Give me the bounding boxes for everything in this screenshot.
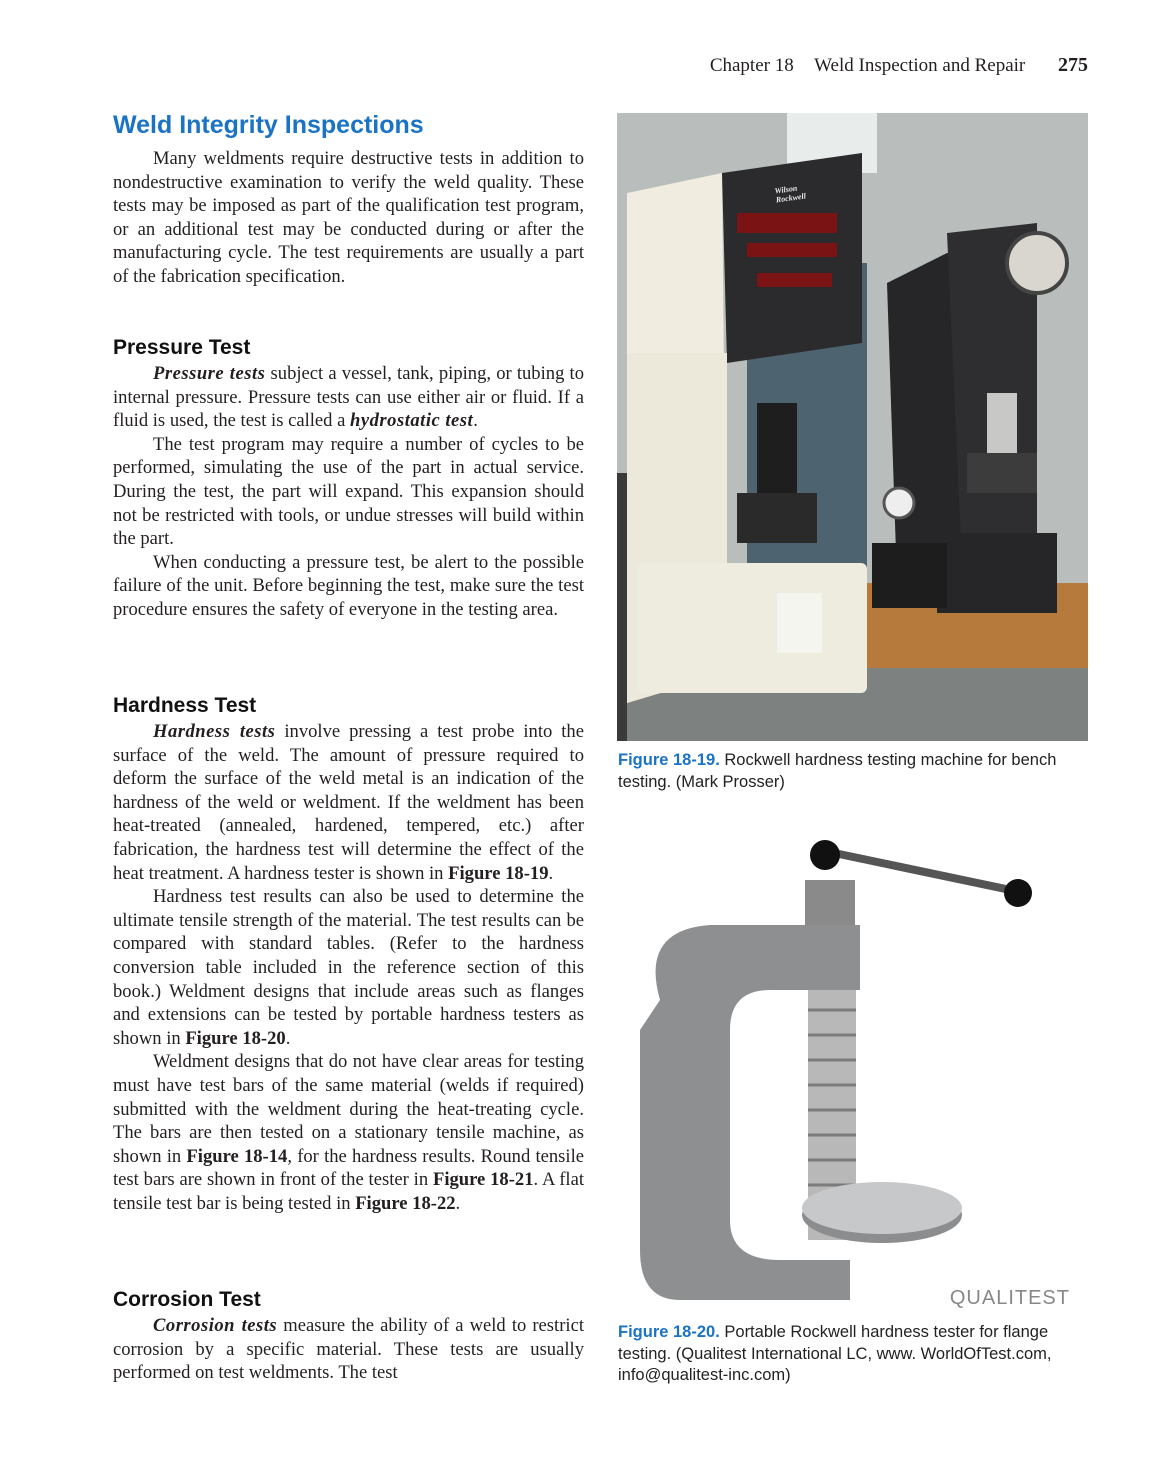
key-term: hydrostatic test	[350, 410, 474, 432]
figure-reference: Figure 18-19	[448, 862, 549, 884]
caption-text: Portable Rockwell hardness tester for flange testing. (Qualitest International LC, www. WorldOfTest.com, info@qualitest-inc.com)	[618, 1323, 1052, 1384]
text-run: .	[548, 862, 554, 884]
figure-reference: Figure 18-22	[355, 1192, 456, 1214]
paragraph	[113, 433, 584, 551]
text-run: .	[455, 1192, 461, 1214]
section-pressure-test	[113, 335, 584, 622]
key-term: Corrosion tests	[153, 1315, 278, 1336]
text-run: involve pressing a test probe into the surface of the weld. The amount of pressure required to deform the surface of the weld metal is an indication of the hardness of the weld or weldment. If the weldment has been heat-treated (annealed, hardened, tempered, etc.) after fabrication, the hardness test will determine the effect of the heat treatment. A hardness tester is shown in	[113, 721, 584, 884]
chapter-title: Weld Inspection and Repair	[814, 55, 1026, 76]
text-run: measure the ability of a weld to restrict corrosion by a specific material. These tests are usually performed on test weldments. The test	[113, 1315, 584, 1384]
section-heading: Hardness Test	[113, 694, 257, 717]
figure-label: Figure 18-19.	[618, 751, 720, 769]
text-run: Many weldments require destructive tests in addition to nondestructive examination to verify the weld quality. These tests may be imposed as part of the qualification test program, or an additional test may be conducted during or after the manufacturing cycle. The test requirements are usually a part of the fabrication specification.	[113, 148, 584, 287]
machine-brand-label: Wilson Rockwell	[774, 183, 807, 205]
caption-text: Rockwell hardness testing machine for bench testing. (Mark Prosser)	[618, 751, 1057, 791]
paragraph	[113, 362, 584, 433]
figure-reference: Figure 18-21	[432, 1169, 534, 1191]
chapter-number: Chapter 18	[709, 55, 794, 76]
text-run: .	[473, 410, 478, 432]
section-heading: Corrosion Test	[113, 1288, 261, 1311]
key-term: Hardness tests	[153, 721, 276, 742]
figure-18-20-photo	[620, 830, 1080, 1320]
section-weld-integrity	[113, 110, 584, 289]
page-number: 275	[1058, 54, 1088, 76]
figure-reference: Figure 18-14	[186, 1145, 288, 1167]
text-run: . A flat tensile test bar is being tested in	[113, 1169, 585, 1214]
text-run: When conducting a pressure test, be alert to the possible failure of the unit. Before beginning the test, make sure the test procedure ensures the safety of everyone in the testing area.	[113, 551, 584, 620]
text-run: subject a vessel, tank, piping, or tubing to internal pressure. Pressure tests can use either air or fluid. If a fluid is used, the test is called a	[113, 363, 584, 432]
text-run: , for the hardness results. Round tensile test bars are shown in front of the tester in	[113, 1145, 584, 1191]
paragraph	[113, 1050, 584, 1215]
text-run: Hardness test results can also be used to determine the ultimate tensile strength of the material. The test results can be compared with standard tables. (Refer to the hardness conversion table included in the reference section of this book.) Weldment designs that include areas such as flanges and extensions can be tested by portable hardness testers as shown in	[113, 886, 584, 1049]
rockwell-machine-illustration	[617, 113, 1088, 741]
paragraph	[113, 720, 584, 885]
qualitest-logo: QUALITEST	[949, 1287, 1070, 1309]
paragraph	[113, 551, 584, 622]
section-corrosion-test	[113, 1287, 584, 1385]
figure-18-20-caption	[618, 1322, 1058, 1387]
figure-18-19-caption	[618, 750, 1058, 793]
key-term: Pressure tests	[153, 363, 266, 384]
running-header	[710, 54, 1088, 77]
portable-hardness-tester-illustration	[620, 830, 1080, 1320]
paragraph	[113, 147, 584, 289]
paragraph	[113, 885, 584, 1050]
text-run: .	[285, 1027, 291, 1049]
figure-label: Figure 18-20.	[618, 1323, 720, 1341]
section-heading: Pressure Test	[113, 336, 251, 359]
text-run: The test program may require a number of cycles to be performed, simulating the use of the part in actual service. During the test, the part will expand. This expansion should not be restricted with tools, or undue stresses will build within the part.	[113, 433, 584, 550]
paragraph	[113, 1314, 584, 1385]
figure-18-19-photo	[617, 113, 1088, 741]
text-run: Weldment designs that do not have clear areas for testing must have test bars of the same material (welds if required) submitted with the weldment during the heat-treating cycle. The bars are then tested on a stationary tensile machine, as shown in	[113, 1051, 584, 1167]
section-heading: Weld Integrity Inspections	[113, 111, 424, 139]
section-hardness-test	[113, 693, 584, 1215]
figure-reference: Figure 18-20	[185, 1027, 286, 1049]
